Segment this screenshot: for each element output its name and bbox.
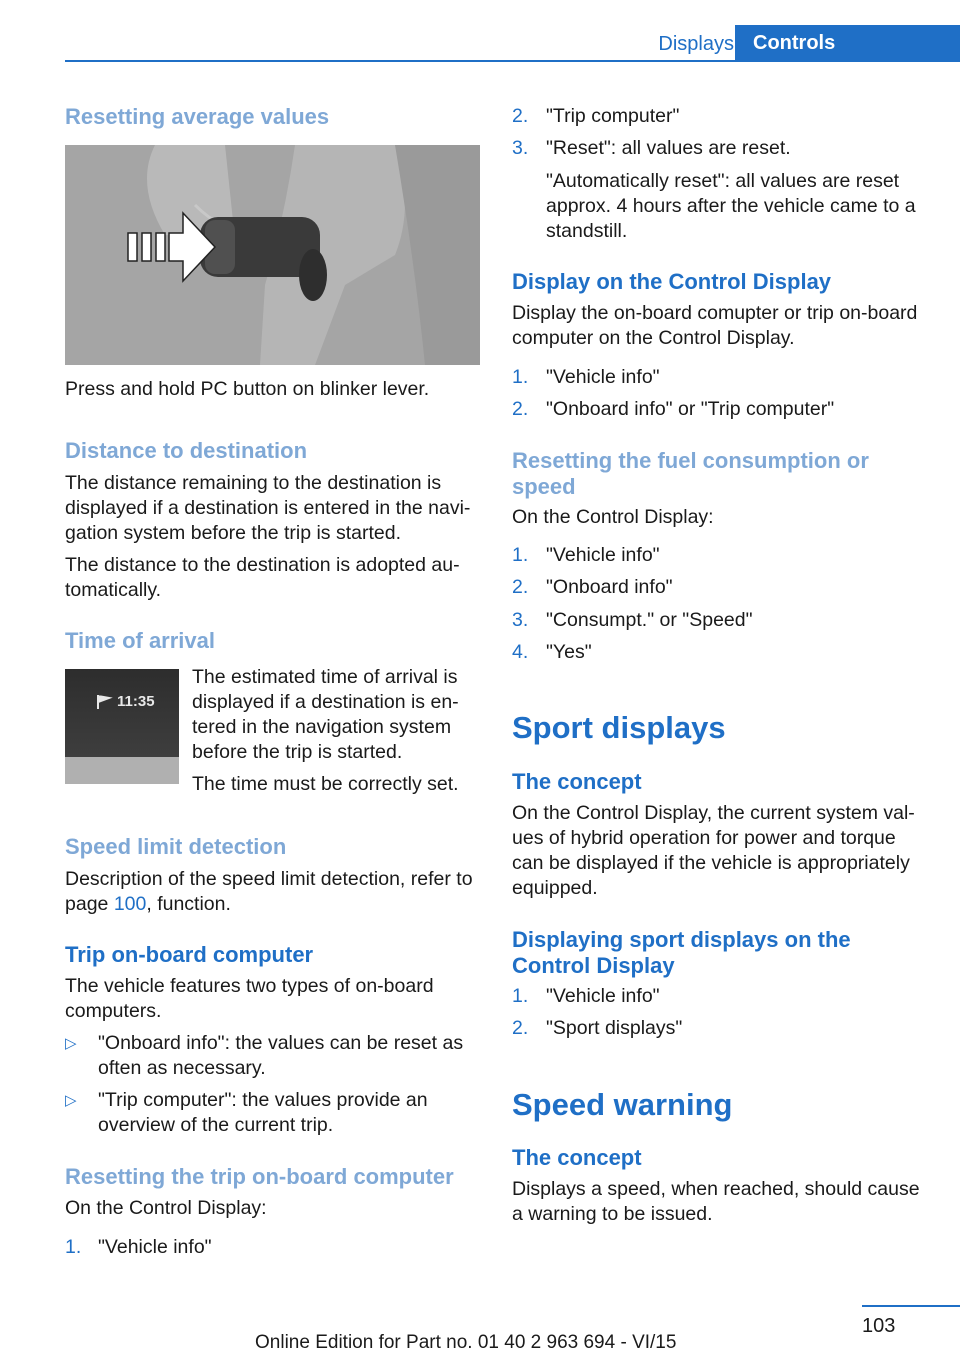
step-text: "Onboard info": [546, 576, 673, 598]
heading-resetting-average-values: Resetting average values: [65, 104, 330, 129]
reset-fuel-paragraph: On the Control Display:: [512, 506, 714, 528]
page-100-link[interactable]: 100: [113, 893, 147, 915]
heading-sport-concept: The concept: [512, 769, 642, 794]
step-text: "Consumpt." or "Speed": [546, 609, 753, 631]
footer-rule: [862, 1305, 960, 1307]
step-text: "Trip computer": [546, 105, 680, 127]
step-text: "Reset": all values are reset.: [546, 137, 791, 159]
heading-resetting-fuel-consumption: Resetting the fuel consumption or speed: [512, 448, 869, 499]
heading-sport-displays: Sport displays: [512, 710, 726, 745]
step-text: "Sport displays": [546, 1017, 683, 1039]
step-number: 4.: [512, 641, 529, 663]
step-number: 2.: [512, 1017, 529, 1039]
distance-paragraph-2: The distance to the destination is adopted au‐tomatically.: [65, 554, 460, 601]
arrival-time-display-image: [65, 669, 179, 784]
step-number: 2.: [512, 105, 529, 127]
header-rule: [65, 60, 960, 62]
bullet-triangle-icon: ▷: [65, 1092, 77, 1109]
heading-distance-to-destination: Distance to destination: [65, 438, 308, 463]
step-text: "Onboard info" or "Trip computer": [546, 398, 835, 420]
header-section-label: Displays: [658, 33, 734, 55]
sport-concept-paragraph: On the Control Display, the current system val‐ues of hybrid operation for power and torque can be displayed if the vehicle is appropriately equipped.: [512, 802, 915, 899]
heading-resetting-trip-computer: Resetting the trip on-board computer: [65, 1164, 454, 1189]
header-chapter-tab: Controls: [735, 25, 960, 62]
step-number: 1.: [512, 985, 529, 1007]
step-text: "Yes": [546, 641, 592, 663]
speed-limit-paragraph: Description of the speed limit detection, refer to page 100, function.: [65, 868, 473, 915]
caption-pc-button: Press and hold PC button on blinker lever.: [65, 378, 430, 400]
heading-display-on-control-display: Display on the Control Display: [512, 269, 832, 294]
page-number: 103: [862, 1315, 896, 1337]
heading-time-of-arrival: Time of arrival: [65, 628, 215, 653]
arrival-paragraph-2: The time must be correctly set.: [192, 773, 459, 795]
reset-trip-paragraph: On the Control Display:: [65, 1197, 267, 1219]
arrival-paragraph-1: The estimated time of arrival is displayed if a destination is en‐tered in the navigation system before the trip is started.: [192, 666, 459, 763]
edition-line: Online Edition for Part no. 01 40 2 963 694 - VI/15: [255, 1332, 677, 1353]
step-text: "Vehicle info": [98, 1236, 212, 1258]
step-number: 1.: [65, 1236, 82, 1258]
distance-paragraph-1: The distance remaining to the destination is displayed if a destination is entered in the navi‐gation system before the trip is started.: [65, 472, 471, 544]
step-number: 3.: [512, 137, 529, 159]
step-text: "Vehicle info": [546, 985, 660, 1007]
heading-speed-warning-concept: The concept: [512, 1145, 642, 1170]
heading-displaying-sport-displays: Displaying sport displays on the Control Display: [512, 927, 851, 978]
auto-reset-note: "Automatically reset": all values are reset approx. 4 hours after the vehicle came to a standstill.: [546, 170, 916, 242]
step-number: 3.: [512, 609, 529, 631]
bullet-triangle-icon: ▷: [65, 1035, 77, 1052]
step-number: 2.: [512, 398, 529, 420]
heading-trip-on-board-computer: Trip on-board computer: [65, 942, 314, 967]
speed-warning-paragraph: Displays a speed, when reached, should cause a warning to be issued.: [512, 1178, 920, 1225]
bullet-item: "Onboard info": the values can be reset as often as necessary.: [98, 1032, 464, 1079]
destination-flag-icon: [95, 693, 113, 711]
heading-speed-limit-detection: Speed limit detection: [65, 834, 287, 859]
blinker-lever-illustration: [65, 145, 480, 365]
step-number: 1.: [512, 366, 529, 388]
step-number: 2.: [512, 576, 529, 598]
trip-computer-paragraph: The vehicle features two types of on-board computers.: [65, 975, 434, 1022]
display-cd-paragraph: Display the on-board comupter or trip on-board computer on the Control Display.: [512, 302, 918, 349]
arrival-clock-text: 11:35: [117, 693, 155, 710]
step-text: "Vehicle info": [546, 366, 660, 388]
step-number: 1.: [512, 544, 529, 566]
heading-speed-warning: Speed warning: [512, 1087, 733, 1122]
step-text: "Vehicle info": [546, 544, 660, 566]
bullet-item: "Trip computer": the values provide an overview of the current trip.: [98, 1089, 428, 1136]
